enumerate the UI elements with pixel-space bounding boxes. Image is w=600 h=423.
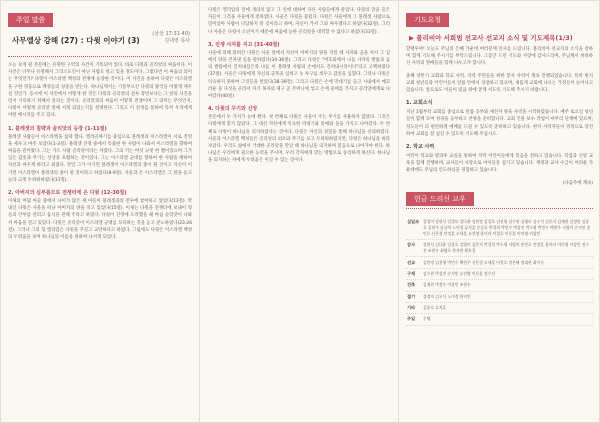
- offering-category: 구제: [406, 268, 422, 279]
- section-3-heading: 3. 전쟁 사자를 지고 (31-40절): [208, 41, 280, 48]
- offering-category: 절기: [406, 291, 422, 302]
- offering-row: [406, 217, 593, 240]
- prayer-paragraph-1: 할렐루야! 오늘도 주님의 은혜 가운데 여러분께 인사를 드립니다. 볼리비아 선교지의 소식을 전하며 함께 기도해 주시기를 부탁드립니다. 그동안 드린 기도와 사랑에 감사드리며, 주님께서 허락하신 사역의 열매들을 함께 나누고자 합니다.: [406, 47, 593, 67]
- offering-names: 김종호 류지훈: [422, 302, 593, 313]
- offering-row: [406, 291, 593, 302]
- offering-row: [406, 240, 593, 257]
- offering-category: 십일조: [406, 217, 422, 240]
- continued-paragraph: 다윗은 엘리압의 말에 개의치 않고 그 일에 대하여 다른 사람들에게 물었다. 다윗의 말을 들은 자들이 그것을 사울에게 전하였다. 사울은 다윗을 불렀다. 다윗은 사울에게 그 블레셋 사람으로 말미암아 사람이 낙담하지 말 것이라고 하며, 자신이 가서 그와 싸우겠다고 하였다(32절). 그러나 사울은 다윗이 소년이기 때문에 싸움에 능한 골리앗을 대적할 수 없다고 하였다(33절).: [208, 8, 390, 35]
- offering-list: [406, 208, 593, 326]
- sermon-intro: 오늘 보게 될 본문에는 유명한 구약의 사건이 기록되어 있다. 바로 다윗과 골리앗의 싸움이다. 이 사건은 너무나 유명해서 그리스도인이 아닌 사람도 알고 있을 정도이다. 그렇다면 이 싸움의 의미는 무엇인가? 다윗이 이스라엘 백성의 전쟁에 등장한 것이다. 이 사건을 통하여 다윗은 이스라엘을 구한 영웅으로 백성들의 칭송을 받는다. 하나님께서는 기름부으신 다윗의 왕국을 어떻게 세우실 것인가. 동시에 이 사건에서 어떻게 한 것은 다윗과 골리앗의 전투 장면보다는 그 앞의 사건을 먼저 기록하기 위해서 살피는 것이다. 골리앗과의 싸움이 어떻게 전쟁이며 그 의미는 무엇인지, 다윗이 어떻게 골리앗 앞에 서게 되었는지를 설명한다. 그리고 이 전개를 통하여 특히 우리에게 어떤 메시지를 주고 있다.: [8, 63, 192, 119]
- section-3-body: 사울에 의해 불려간 다윗은 사울 앞에서 자신이 아버지의 양을 지킬 때 사자와 곰을 쳐서 그 입에서 양을 건져낸 일을 말하였다(34-36절). 그리고 다윗은 "여호와께서 나를 사자의 발톱과 곰의 발톱에서 건져내셨은즉 나를 이 블레셋 사람의 손에서도 건져내시리이다"라고 고백하였다(37절). 사울은 다윗에게 자신의 군복을 입히고 놋 투구를 씌우고 갑옷을 입혔다. 그러나 다윗은 익숙하지 못하여 그것들을 벗었다(38-39절). 그리고 다윗은 손에 막대기를 들고 시내에서 매끄러운 돌 다섯을 골라서 자기 목자의 제구 곧 주머니에 넣고 손에 물매를 가지고 골리앗에게로 나아갔다(40절).: [208, 50, 390, 100]
- preacher-name: 김대영 목사: [164, 38, 190, 44]
- offering-category: 주일: [406, 314, 422, 325]
- sermon-column: [0, 0, 200, 423]
- section-4-body: 본문에서 두 가지가 눈에 띈다. 첫 번째로 다윗은 사울이 주는 무기를 사용하지 않았다. 그것은 다윗에게 맞지 않았다. 그 대신 자신에게 익숙한 막대기와 물매와 돌을 가지고 나아갔다. 두 번째로 다윗이 하나님을 의지하였다는 것이다. 다윗은 자신의 경험을 통해 하나님을 신뢰하였다. 사울과 이스라엘 백성들은 골리앗의 외모와 무기를 보고 두려워하였지만, 다윗은 하나님을 바라보았다. 우리도 삶에서 거대한 골리앗을 만날 때 하나님을 의지하며 믿음으로 나아가야 한다. 하나님은 우리에게 필요한 능력을 주시며, 우리 각자에게 맞는 방법으로 승리하게 하신다. 하나님을 의지하는 자에게 두려움은 이길 수 있는 것이다.: [208, 115, 390, 164]
- sermon-reference: [152, 31, 190, 45]
- offering-tab: 헌금 드리신 교우: [406, 192, 474, 206]
- offering-table: [406, 217, 593, 326]
- offering-category: 감사: [406, 240, 422, 257]
- church-news-body: 지난 1월부터 교회를 중심으로 말씀 공부와 새신자 양육 사역을 시작하였습니다. 매주 토요일 청년들이 함께 모여 성경을 공부하고 찬양을 준비합니다. 교회 건물 보수 작업이 마무리 단계에 있으며, 성도들이 더 편안하게 예배를 드릴 수 있도록 준비하고 있습니다. 현지 사역자들이 영적으로 강건하여 교회를 잘 섬길 수 있도록 기도해 주십시오.: [406, 110, 593, 137]
- church-news-heading: 1. 교회소식: [406, 100, 433, 107]
- sermon-tab: 주일 말씀: [8, 13, 53, 27]
- prayer-tab: 기도요청: [406, 13, 449, 27]
- offering-category: 기타: [406, 302, 422, 313]
- offering-names: 김민정 김선영 박민수 백현주 신은경 오세훈 이경호 장은혜 정대현 최미숙: [422, 257, 593, 268]
- section-4-heading: 4. 다윗의 무기와 신앙: [208, 106, 258, 113]
- sermon-continued-column: [200, 0, 399, 423]
- offering-names: 김재현 박정우 이상민 조현우: [422, 280, 593, 291]
- section-1-body: 블레셋 사람들이 이스라엘을 침략 했다. 엘라골짜기를 중심으로 블레셋과 이스라엘이 서로 진영을 세우고 마주 보았다(1-3절). 블레셋 진영 중에서 특출한 한 사람이 나와서 이스라엘을 향하여 싸움을 걸어왔다. 그는 가드 사람 골리앗이라는 자였다. 그의 키는 여섯 규빗 한 뼘이었으며 그가 입은 갑옷과 무기는 상상을 초월하는 것이었다. 그는 이스라엘 군대를 향하여 한 사람을 택하여 자신과 싸우게 하라고 외쳤다. 만일 그가 이기면 블레셋이 이스라엘의 종이 될 것이고 자신이 이기면 이스라엘이 블레셋의 종이 될 것이라고 하였다(8-9절). 사울과 온 이스라엘은 그 말을 듣고 놀라 크게 두려워하였다(11절).: [8, 134, 192, 183]
- school-body: 어린이 학교와 방과후 교실을 통하여 지역 어린이들에게 복음을 전하고 있습니다. 학업과 신앙 교육을 함께 진행하며, 교사들이 사랑으로 아이들을 섬기고 있습니다. 재정과 교사 수급이 어려운 가운데에도 주님의 인도하심을 경험하고 있습니다.: [406, 154, 593, 174]
- offering-row: [406, 280, 593, 291]
- school-heading: 2. 학교 사역: [406, 144, 435, 151]
- section-2-body: 이새의 여덟 아들 중에서 나이가 많은 세 아들이 블레셋과의 전투에 참여하고 있었다(13절). 막내인 다윗은 사울을 떠나 아버지의 양을 치고 있었다(15절). 이새는 다윗을 전쟁터에 보내어 형들의 안부를 살피고 음식을 전해 주라고 하였다. 다윗이 진영에 도착했을 때 마침 골리앗이 나와서 싸움을 걸고 있었다. 다윗은 골리앗이 이스라엘 군대를 모욕하는 것을 듣고 분노하였다(23-26절). 그러나 그의 형 엘리압은 다윗을 꾸짖고 교만하다고 하였다. 그럼에도 다윗은 이스라엘 백성의 두려움을 보며 하나님의 이름을 위하여 나서게 되었다.: [8, 199, 192, 241]
- prayer-title: ▶ 볼리비아 서희범 선교사 선교지 소식 및 기도제목(1/3): [409, 34, 573, 42]
- offering-row: [406, 268, 593, 279]
- scripture-ref: (삼상 17:31-40): [152, 31, 190, 37]
- offering-names: 김수현 박성진 손지민 유진영 이동훈 정수진: [422, 268, 593, 279]
- prayer-paragraph-2: 올해 상반기 교회와 학교 사역, 지역 주민들을 위한 봉사 사역이 계속 진행되었습니다. 특히 현지 교회 청년들과 어린이들이 말씀 안에서 성장하고 있으며, 새롭게 교회에 나오는 가정들이 늘어나고 있습니다. 앞으로도 이들이 믿음 위에 굳게 서도록 기도해 주시기 바랍니다.: [406, 73, 593, 94]
- offering-category: 건축: [406, 280, 422, 291]
- offering-row: [406, 314, 593, 325]
- offering-category: 선교: [406, 257, 422, 268]
- prayer-column: [399, 0, 600, 423]
- offering-names: 강경미 김우석 노미경 한지민: [422, 291, 593, 302]
- section-1-heading: 1. 블레셋의 침략과 골리앗의 등장 (1-11절): [8, 125, 107, 132]
- section-2-heading: 2. 아버지의 심부름으로 전쟁터에 온 다윗 (12-30절): [8, 190, 127, 197]
- continued-note: (다음주에 계속): [562, 180, 593, 186]
- sermon-title: 사무엘상 강해 (27) : 다윗 이야기 (3): [12, 36, 140, 45]
- offering-names: 강경미 강현식 김경모 김나윤 김민정 김상호 김선영 김수현 김영미 김우석 김은지 김재현 김정민 김종호 김현주 남궁혁 노미경 류지훈 문승호 박경희 박민수 박성진 박소영 박정우 백현주 서영미 손지민 송민호 신은경 안정훈 오세훈 유진영 윤미라 이경호 이동훈 이미영 이상민: [422, 217, 593, 240]
- offering-names: 강현식 김나윤 김상호 김영미 김은지 박경희 박소영 서영미 송민호 안정훈 윤미라 이미영 이상민 정수진 조현우 최영호 한지민 황보경: [422, 240, 593, 257]
- offering-names: 무명: [422, 314, 593, 325]
- offering-row: [406, 257, 593, 268]
- offering-row: [406, 302, 593, 313]
- sermon-title-row: [8, 31, 192, 57]
